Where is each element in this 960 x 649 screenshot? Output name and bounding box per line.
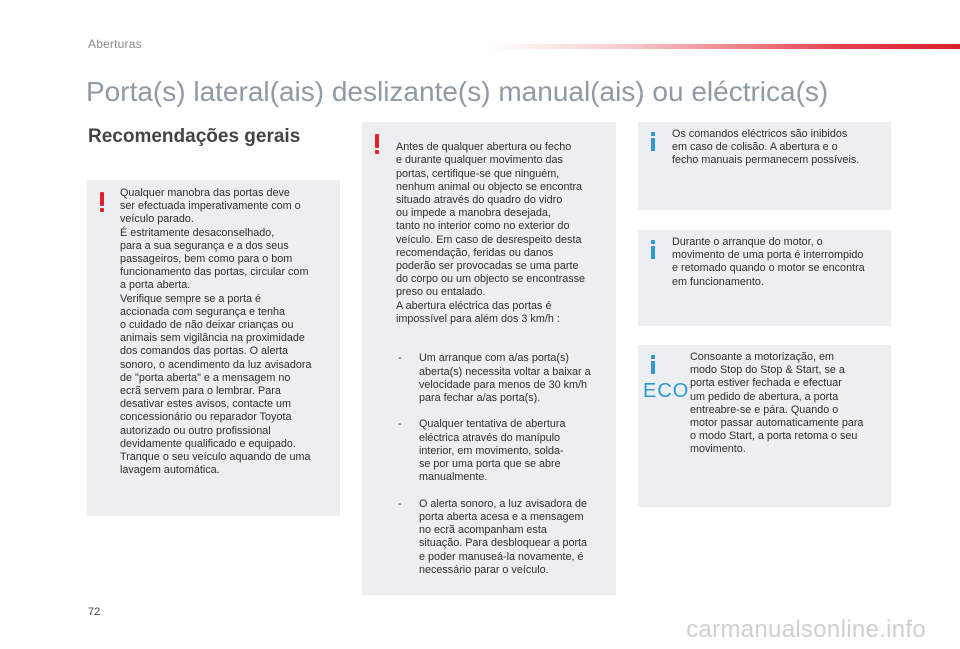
section-label: Aberturas: [88, 37, 142, 51]
eco-icon: ECO: [643, 380, 690, 402]
warning-text-left: Qualquer manobra das portas deve ser efectuada imperativamente com o veículo parado. É estritamente desaconselhado, para a sua segurança e a dos seus passageiros, bem como para o bom funcionamento das portas, circular com a porta aberta. Verifique sempre se a porta é accionada com segurança e tenha o cuidado de não deixar crianças ou animais sem vigilância na proximidade dos comandos das portas. O alerta sonoro, o acendimento da luz avisadora de "porta aberta" e a mensagem no ecrã servem para o lembrar. Para desativar estes avisos, contacte um concessionário ou reparador Toyota autorizado ou outro profissional devidamente qualificado e equipado. Tranque o seu veículo aquando de uma lavagem automática.: [120, 187, 312, 477]
warning-intro: Antes de qualquer abertura ou fecho e durante qualquer movimento das portas, certifique-se que ninguém, nenhum animal ou objecto se encontra situado através do quadro do vidro ou impede a manobra desejada, tanto no interior como no exterior do veículo. Em caso de desrespeito desta recomendação, feridas ou danos poderão ser provocadas se uma parte do corpo ou um objecto se encontrasse preso ou entalado. A abertura eléctrica das portas é impossível para além dos 3 km/h :: [396, 141, 586, 325]
page-title: Porta(s) lateral(ais) deslizante(s) manual(ais) ou eléctrica(s): [86, 76, 829, 107]
info-panel-engine-start: [638, 230, 891, 326]
list-item: - Qualquer tentativa de abertura eléctrica através do manípulo interior, em movimento, solda- se por uma porta que se abre manualmente.: [396, 418, 614, 484]
watermark: carmanualsonline.info: [686, 616, 926, 643]
exclamation-icon: [373, 134, 381, 154]
info-icon: [649, 132, 657, 151]
info-text-collision: Os comandos eléctricos são inibidos em caso de colisão. A abertura e o fecho manuais permanecem possíveis.: [672, 128, 860, 167]
subheading: Recomendações gerais: [88, 126, 301, 147]
page-number: 72: [88, 606, 101, 618]
list-item: - Um arranque com a/as porta(s) aberta(s) necessita voltar a baixar a velocidade para menos de 30 km/h para fechar a/as porta(s).: [396, 352, 614, 405]
condition-list: [396, 339, 614, 590]
warning-text-middle: [396, 128, 614, 603]
warning-panel-left: [87, 180, 340, 516]
header-accent-bar: [488, 44, 960, 49]
list-item: - O alerta sonoro, a luz avisadora de porta aberta acesa e a mensagem no ecrã acompanham esta situação. Para desbloquear a porta e poder manuseá-la novamente, é necessário parar o veículo.: [396, 498, 614, 577]
exclamation-icon: [98, 192, 106, 212]
info-icon: [649, 240, 657, 259]
info-icon: [649, 355, 657, 374]
info-panel-stop-start: [638, 345, 891, 507]
warning-panel-middle: [362, 122, 616, 595]
info-text-stop-start: Consoante a motorização, em modo Stop do Stop & Start, se a porta estiver fechada e efectuar um pedido de abertura, a porta entreabre-se e pára. Quando o motor passar automaticamente para o modo Start, a porta retoma o seu movimento.: [690, 351, 864, 456]
info-panel-collision: [638, 122, 891, 210]
info-text-engine-start: Durante o arranque do motor, o movimento de uma porta é interrompido e retomado quando o motor se encontra em funcionamento.: [672, 236, 865, 288]
